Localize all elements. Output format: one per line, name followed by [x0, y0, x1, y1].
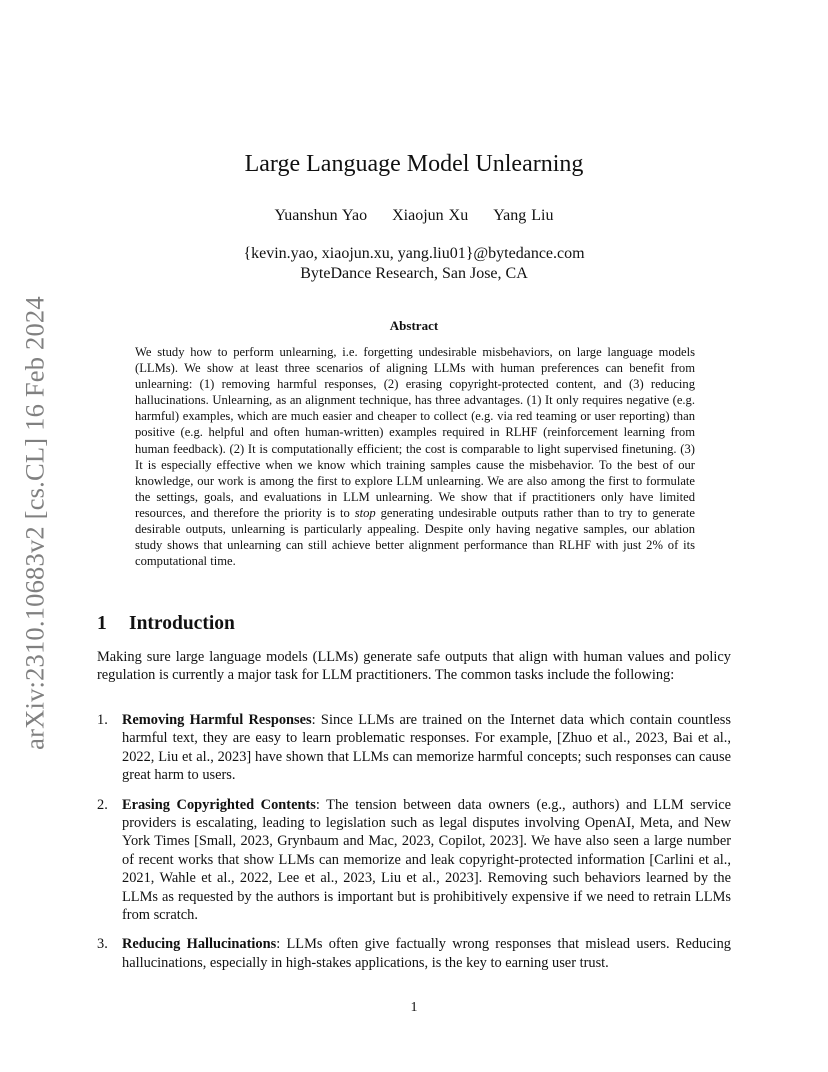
abstract-text: We study how to perform unlearning, i.e. forgetting undesirable misbehaviors, on large language models (LLMs). We show at least three scenarios of aligning LLMs with human preferences can benefit from unlearning: (1) removing harmful responses, (2) erasing copyright-protected content, and (3) reducing hallucinations. Unlearning, as an alignment technique, has three advantages. (1) It only requires negative (e.g. harmful) examples, which are much easier and cheaper to collect (e.g. via red teaming or user reporting) than positive (e.g. helpful and often human-written) examples required in RLHF (reinforcement learning from human feedback). (2) It is computationally efficient; the cost is comparable to light supervised finetuning. (3) It is especially effective when we know which training samples cause the misbehavior. To the best of our knowledge, our work is among the first to explore LLM unlearning. We are also among the first to formulate the settings, goals, and evaluations in LLM unlearning. We show that if practitioners only have limited resources, and therefore the priority is to: [135, 345, 695, 520]
author-emails: {kevin.yao, xiaojun.xu, yang.liu01}@bytedance.com: [243, 245, 585, 262]
section-title: Introduction: [129, 613, 235, 634]
page-number: 1: [410, 1000, 418, 1015]
author-name: Yuanshun Yao: [274, 207, 368, 224]
list-item-title: Erasing Copyrighted Contents: [122, 796, 316, 813]
list-item-title: Reducing Hallucinations: [122, 936, 277, 953]
author-list: [0, 205, 828, 227]
paper-title: Large Language Model Unlearning: [244, 151, 584, 177]
list-item-number: 2.: [97, 796, 108, 813]
abstract-text: generating undesirable outputs rather than to try to generate desirable outputs, unlearning is particularly appealing. Despite only having negative samples, our ablation study shows that unlearning can still achieve better alignment performance than RLHF with just 2% of its computational time.: [135, 505, 695, 569]
abstract-emphasis: stop: [354, 505, 376, 520]
abstract-body: [135, 344, 695, 569]
list-item-text: : LLMs often give factually wrong responses that mislead users. Reducing hallucinations, especially in high-stakes applications, is the key to earning user trust.: [122, 936, 732, 971]
list-item-number: 1.: [97, 712, 108, 728]
task-list: [97, 711, 731, 972]
list-item-number: 3.: [97, 936, 108, 953]
list-item: [97, 796, 731, 925]
list-item-text: : The tension between data owners (e.g., authors) and LLM service providers is escalating, leading to legislation such as legal disputes involving OpenAI, Meta, and New York Times [Small, 2023, Grynbaum and Mac, 2023, Copilot, 2023]. We have also seen a large number of recent works that show LLMs can memorize and leak copyright-protected information [Carlini et al., 2021, Wahle et al., 2022, Lee et al., 2023, Liu et al., 2023]. Removing such behaviors learned by the LLMs as requested by the authors is important but is prohibitively expensive if we need to retrain LLMs from scratch.: [122, 796, 731, 924]
list-item-title: Removing Harmful Responses: [122, 712, 312, 728]
author-name: Yang Liu: [493, 207, 554, 224]
list-item: [97, 711, 731, 785]
section-number: 1: [97, 613, 107, 634]
list-item: [97, 935, 731, 972]
abstract-heading: Abstract: [389, 318, 439, 333]
list-item-text: : Since LLMs are trained on the Internet data which contain countless harmful text, they are easy to learn problematic responses. For example, [Zhuo et al., 2023, Bai et al., 2022, Liu et al., 2023] have shown that LLMs can memorize harmful concepts; such responses can cause great harm to users.: [122, 712, 732, 784]
section-heading: [97, 611, 737, 637]
arxiv-identifier: arXiv:2310.10683v2 [cs.CL] 16 Feb 2024: [19, 296, 50, 750]
author-affiliation: ByteDance Research, San Jose, CA: [300, 265, 528, 282]
intro-paragraph: Making sure large language models (LLMs) generate safe outputs that align with human values and policy regulation is currently a major task for LLM practitioners. The common tasks include the following:: [97, 649, 731, 684]
author-name: Xiaojun Xu: [392, 207, 469, 224]
